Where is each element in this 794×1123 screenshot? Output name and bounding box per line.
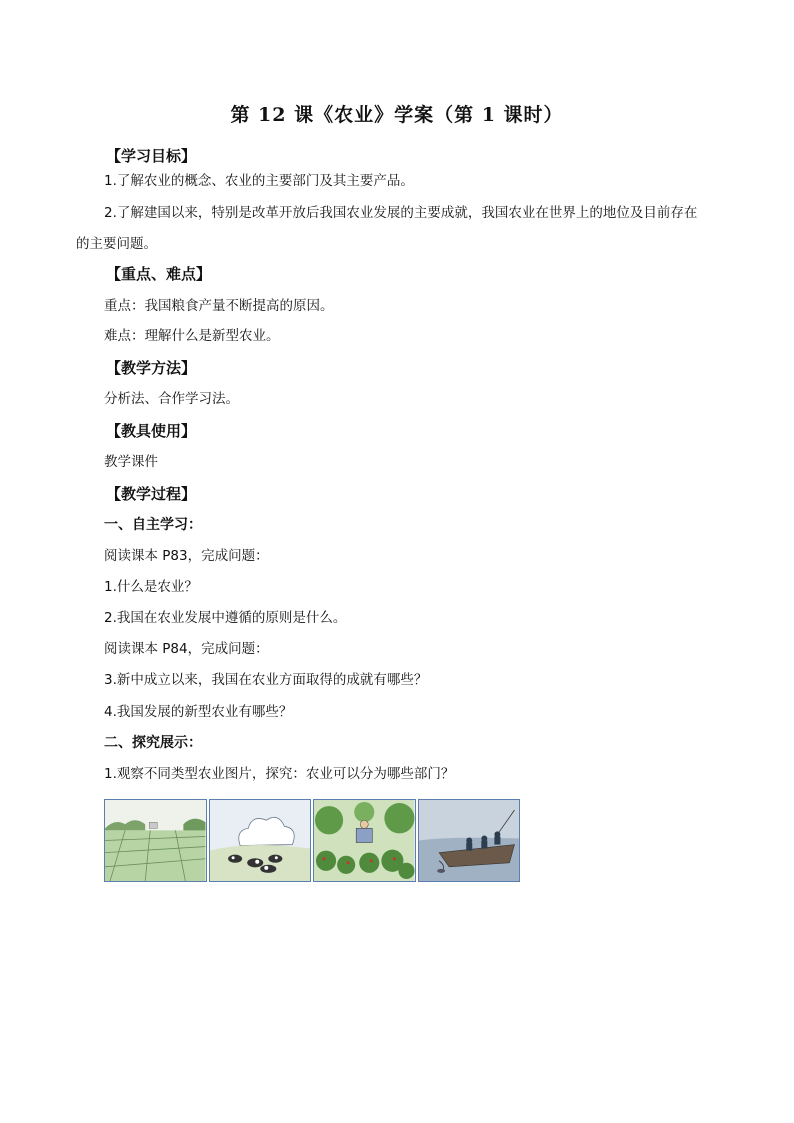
process-heading: 【教学过程】 bbox=[106, 485, 197, 503]
reading-instruction-1: 阅读课本 P83，完成问题： bbox=[104, 548, 269, 564]
explore-heading: 二、探究展示： bbox=[104, 735, 202, 751]
tools-text: 教学课件 bbox=[104, 454, 158, 470]
livestock-illustration bbox=[209, 799, 312, 882]
self-study-heading: 一、自主学习： bbox=[104, 517, 202, 533]
question-3: 3.新中成立以来，我国在农业方面取得的成就有哪些？ bbox=[104, 672, 428, 688]
objective-item-1: 1.了解农业的概念、农业的主要部门及其主要产品。 bbox=[104, 173, 414, 189]
difficult-point: 难点：理解什么是新型农业。 bbox=[104, 328, 280, 344]
tools-heading: 【教具使用】 bbox=[106, 422, 197, 440]
question-1: 1.什么是农业？ bbox=[104, 579, 198, 595]
reading-instruction-2: 阅读课本 P84，完成问题： bbox=[104, 641, 269, 657]
forestry-illustration bbox=[313, 799, 416, 882]
objectives-heading: 【学习目标】 bbox=[106, 147, 197, 165]
question-4: 4.我国发展的新型农业有哪些？ bbox=[104, 704, 293, 720]
methods-text: 分析法、合作学习法。 bbox=[104, 391, 239, 407]
agriculture-illustrations bbox=[104, 799, 520, 882]
methods-heading: 【教学方法】 bbox=[106, 359, 197, 377]
farmland-illustration bbox=[104, 799, 207, 882]
explore-question-1: 1.观察不同类型农业图片，探究：农业可以分为哪些部门？ bbox=[104, 766, 455, 782]
key-point: 重点：我国粮食产量不断提高的原因。 bbox=[104, 298, 334, 314]
key-points-heading: 【重点、难点】 bbox=[106, 265, 212, 283]
objective-item-2-line-2: 的主要问题。 bbox=[76, 236, 157, 252]
question-2: 2.我国在农业发展中遵循的原则是什么。 bbox=[104, 610, 347, 626]
fishery-illustration bbox=[418, 799, 521, 882]
page-title: 第 12 课《农业》学案（第 1 课时） bbox=[230, 104, 564, 126]
objective-item-2-line-1: 2.了解建国以来，特别是改革开放后我国农业发展的主要成就，我国农业在世界上的地位及目前存在 bbox=[104, 205, 698, 221]
